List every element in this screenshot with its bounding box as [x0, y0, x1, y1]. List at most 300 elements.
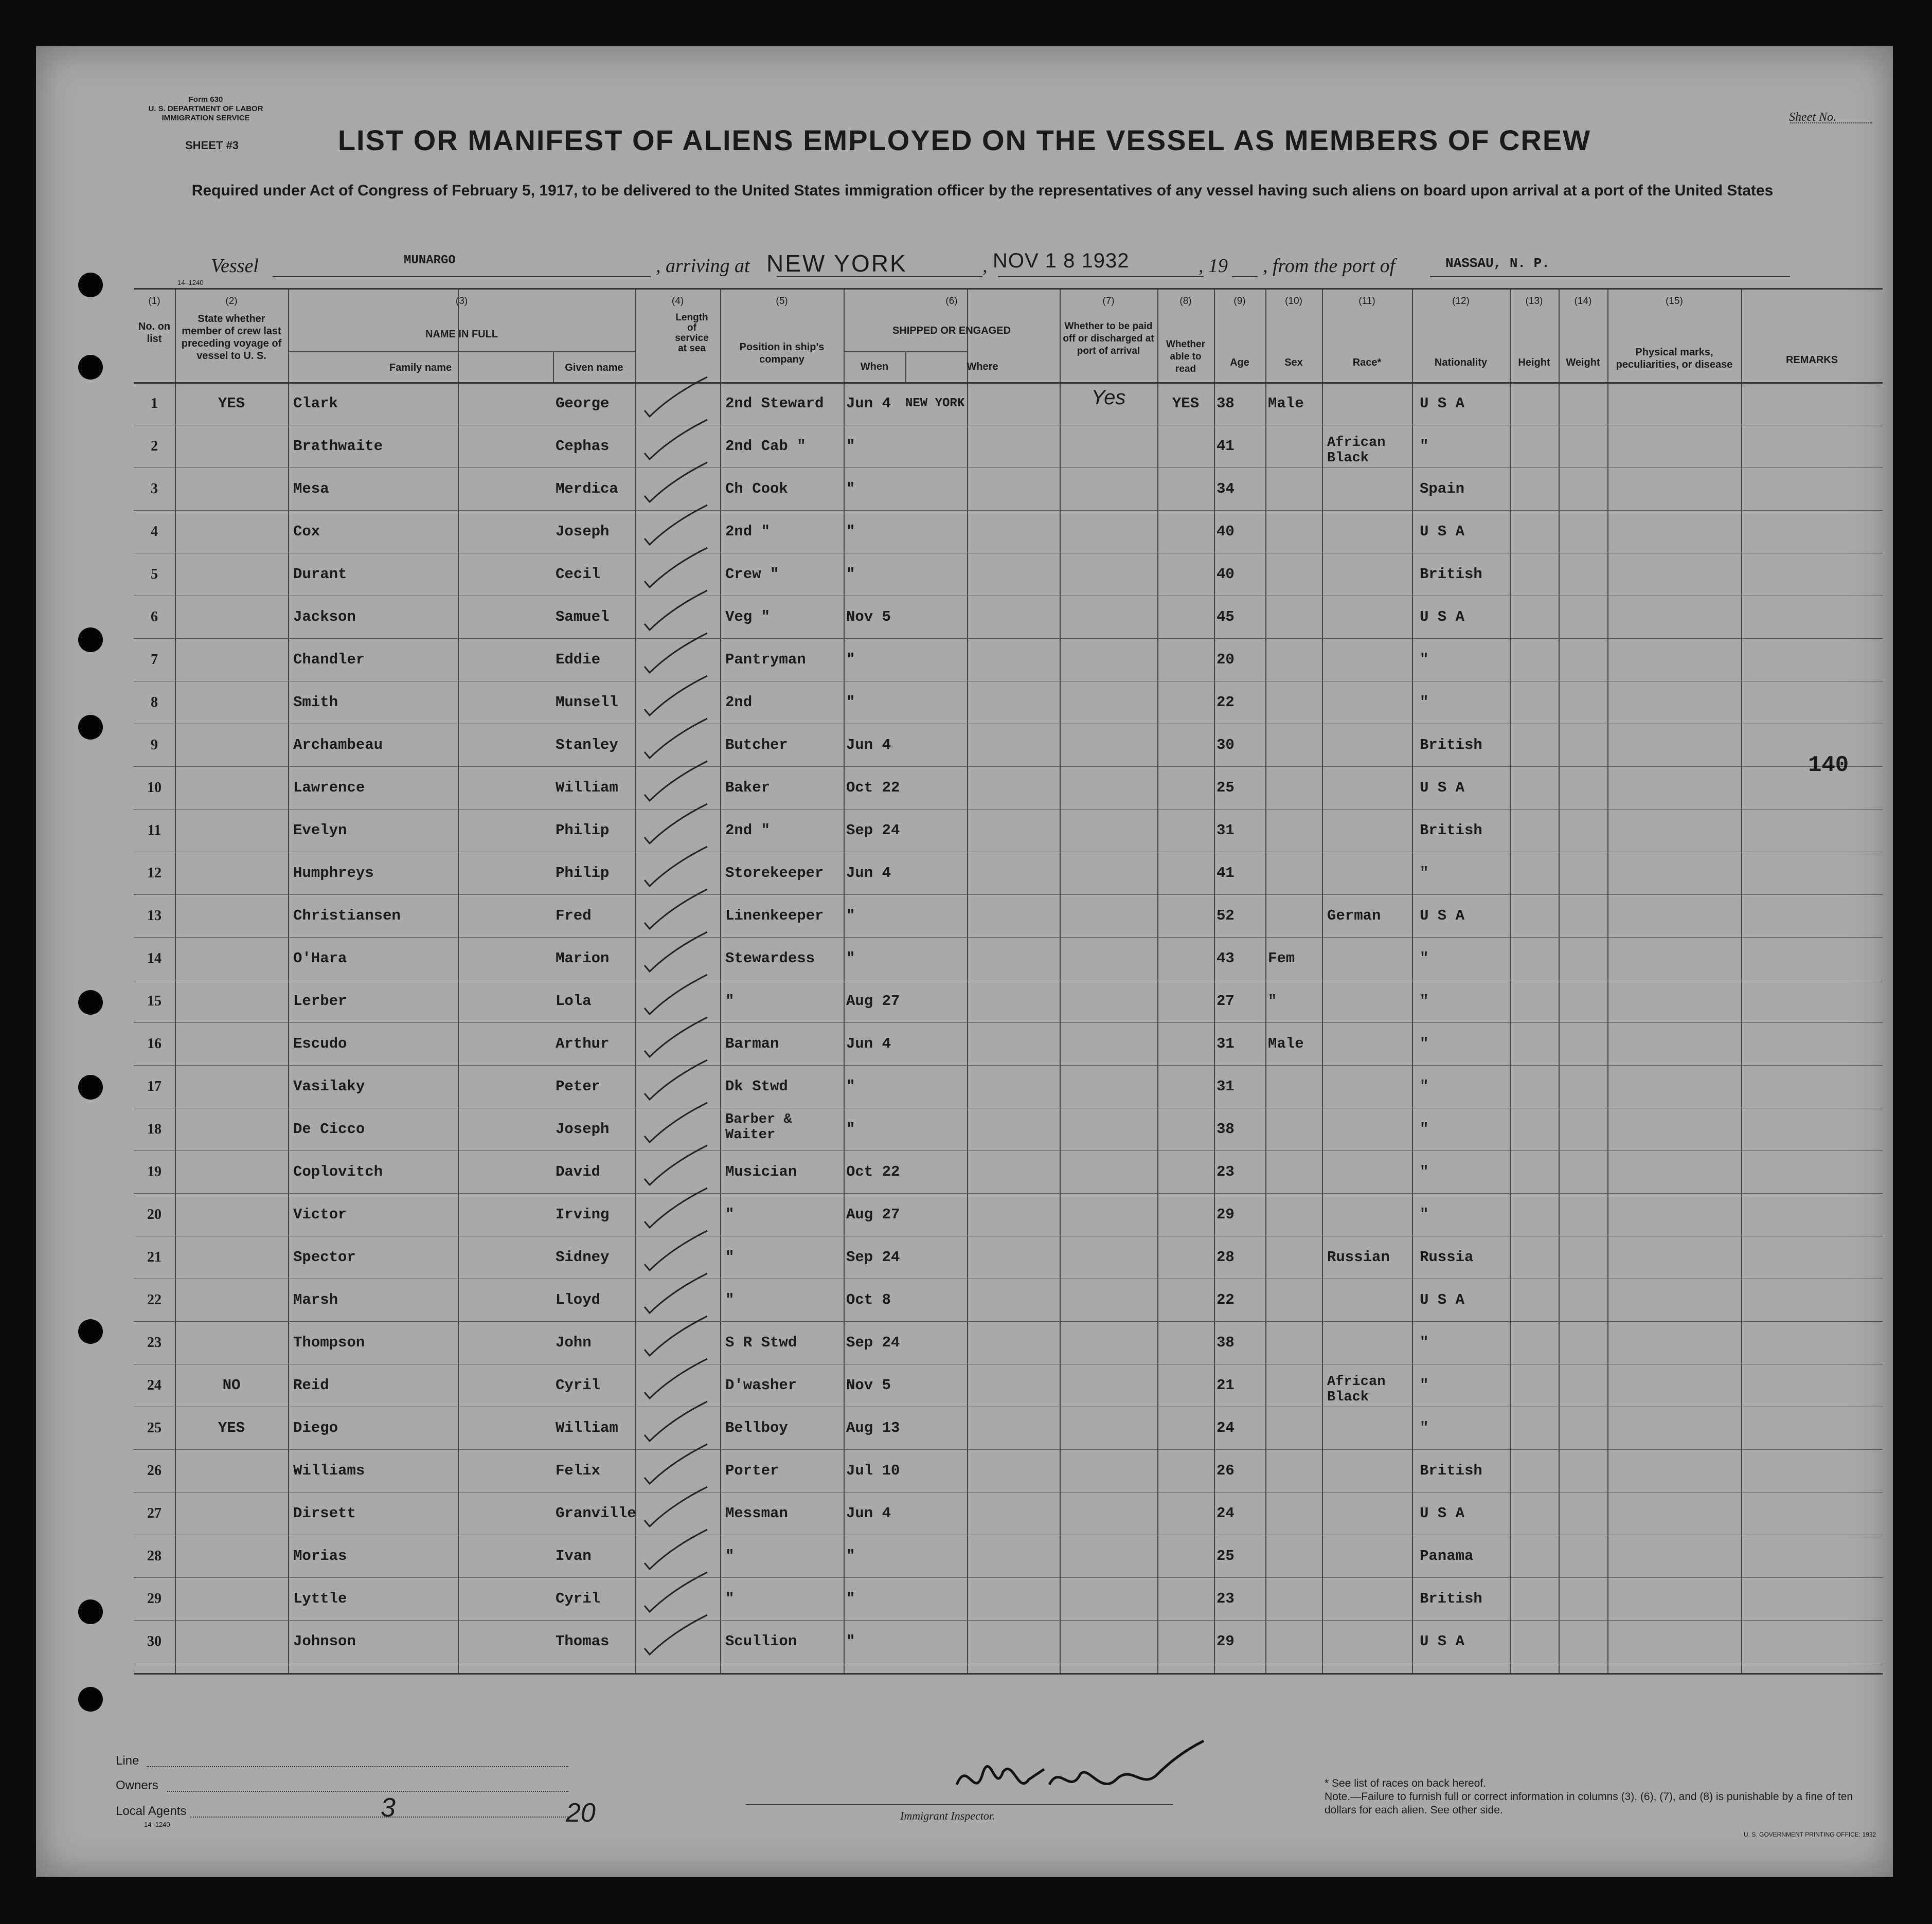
hand-note: 20 — [566, 1798, 596, 1828]
cell-given: Joseph — [556, 523, 610, 540]
cell-age: 23 — [1217, 1590, 1235, 1607]
cell-age: 38 — [1217, 395, 1235, 412]
cell-given: George — [556, 395, 610, 412]
row-rule — [134, 1577, 1883, 1578]
cell-nationality: Russia — [1420, 1249, 1474, 1266]
header-weight: Weight — [1566, 357, 1600, 368]
cell-age: 31 — [1217, 1035, 1235, 1052]
cell-given: Fred — [556, 907, 592, 924]
row-rule — [134, 937, 1883, 938]
punch-hole — [78, 990, 103, 1015]
cell-no: 19 — [147, 1164, 162, 1180]
cell-family: Durant — [293, 566, 347, 583]
col-sep — [720, 290, 721, 1673]
punch-hole — [78, 355, 103, 380]
cell-position: 2nd — [725, 694, 753, 711]
cell-age: 30 — [1217, 736, 1235, 753]
cell-age: 27 — [1217, 993, 1235, 1010]
form-number: Form 630 — [188, 95, 223, 104]
cell-when: " — [846, 1633, 855, 1650]
cell-when: " — [846, 1548, 855, 1565]
col-num: (2) — [225, 296, 238, 307]
cell-family: Brathwaite — [293, 438, 383, 455]
row-rule — [134, 766, 1883, 767]
cell-no: 25 — [147, 1420, 162, 1436]
cell-nationality: Panama — [1420, 1548, 1474, 1565]
header-physical: Physical marks, peculiarities, or disease — [1616, 347, 1733, 370]
comma-separator: , — [982, 255, 988, 277]
inspector-signature — [946, 1738, 1214, 1810]
cell-age: 34 — [1217, 480, 1235, 497]
date-blank — [998, 276, 1204, 277]
cell-no: 3 — [151, 481, 158, 497]
col-num: (3) — [455, 296, 468, 307]
cell-when: " — [846, 694, 855, 711]
cell-no: 23 — [147, 1335, 162, 1351]
check-mark-icon — [640, 1612, 712, 1659]
cell-race: German — [1327, 907, 1381, 924]
cell-family: Lerber — [293, 993, 347, 1010]
line-blank — [147, 1766, 568, 1767]
cell-position: Linenkeeper — [725, 907, 824, 924]
col-num: (15) — [1666, 296, 1683, 307]
row-rule — [134, 1620, 1883, 1621]
cell-nationality: " — [1420, 1121, 1429, 1138]
cell-position: Ch Cook — [725, 480, 788, 497]
cell-family: Thompson — [293, 1334, 365, 1351]
cell-position: Baker — [725, 779, 771, 796]
crew-table — [134, 288, 1883, 1719]
header-when: When — [860, 361, 889, 372]
check-mark-icon — [640, 1399, 712, 1445]
cell-position: Scullion — [725, 1633, 797, 1650]
col-sep — [1559, 290, 1560, 1673]
check-mark-icon — [640, 801, 712, 848]
cell-age: 24 — [1217, 1505, 1235, 1522]
cell-when: Aug 27 — [846, 1206, 900, 1223]
col-sep — [1322, 290, 1323, 1673]
cell-age: 21 — [1217, 1377, 1235, 1394]
cell-position: Stewardess — [725, 950, 815, 967]
cell-race: African Black — [1327, 435, 1386, 466]
cell-given: David — [556, 1163, 601, 1180]
cell-no: 29 — [147, 1591, 162, 1607]
cell-prev: YES — [218, 395, 245, 412]
manifest-title: LIST OR MANIFEST OF ALIENS EMPLOYED ON THE VESSEL AS MEMBERS OF CREW — [337, 124, 1591, 156]
cell-given: Joseph — [556, 1121, 610, 1138]
cell-no: 8 — [151, 694, 158, 710]
cell-when: Jun 4 — [846, 865, 891, 882]
col-sep — [1265, 290, 1266, 1673]
from-label: , from the port of — [1263, 255, 1396, 277]
punch-hole — [78, 1319, 103, 1344]
from-port: NASSAU, N. P. — [1445, 256, 1550, 271]
note-races: * See list of races on back hereof. — [1325, 1777, 1487, 1789]
col-num: (1) — [148, 296, 160, 307]
cell-age: 40 — [1217, 523, 1235, 540]
cell-age: 41 — [1217, 438, 1235, 455]
cell-no: 17 — [147, 1078, 162, 1094]
cell-when: Oct 8 — [846, 1291, 891, 1308]
signature-line — [746, 1804, 1173, 1805]
cell-nationality: " — [1420, 865, 1429, 882]
cell-given: Philip — [556, 865, 610, 882]
vessel-line — [211, 249, 1805, 285]
cell-given: Cyril — [556, 1377, 601, 1394]
cell-no: 15 — [147, 993, 162, 1009]
cell-family: Mesa — [293, 480, 329, 497]
cell-family: Humphreys — [293, 865, 374, 882]
row-rule — [134, 510, 1883, 511]
cell-position: Barman — [725, 1035, 779, 1052]
cell-when: Oct 22 — [846, 1163, 900, 1180]
header-prev-voyage: State whether member of crew last preceding voyage of vessel to U. S. — [181, 313, 282, 362]
cell-position: " — [725, 1206, 735, 1223]
col-num: (5) — [776, 296, 788, 307]
col-num: (6) — [945, 296, 958, 307]
check-mark-icon — [640, 1185, 712, 1232]
cell-no: 10 — [147, 780, 162, 796]
cell-age: 40 — [1217, 566, 1235, 583]
cell-family: Morias — [293, 1548, 347, 1565]
form-meta — [134, 95, 278, 123]
cell-position: " — [725, 1590, 735, 1607]
year-label: , 19 — [1198, 255, 1228, 277]
cell-family: Lyttle — [293, 1590, 347, 1607]
header-paid-off: Whether to be paid off or discharged at port of arrival — [1063, 321, 1154, 356]
cell-given: Cecil — [556, 566, 601, 583]
cell-family: Spector — [293, 1249, 356, 1266]
cell-given: Felix — [556, 1462, 601, 1479]
cell-prev: NO — [222, 1377, 241, 1394]
cell-position: Storekeeper — [725, 865, 824, 882]
check-mark-icon — [640, 844, 712, 890]
cell-nationality: " — [1420, 950, 1429, 967]
check-mark-icon — [640, 673, 712, 720]
check-mark-icon — [640, 588, 712, 634]
cell-read: YES — [1172, 395, 1200, 412]
cell-age: 22 — [1217, 694, 1235, 711]
agents-blank — [190, 1817, 568, 1818]
year-blank — [1232, 276, 1258, 277]
cell-family: O'Hara — [293, 950, 347, 967]
cell-family: Escudo — [293, 1035, 347, 1052]
check-mark-icon — [640, 374, 712, 421]
table-bottom-rule — [134, 1673, 1883, 1675]
cell-no: 18 — [147, 1121, 162, 1137]
cell-position: Dk Stwd — [725, 1078, 788, 1095]
cell-no: 24 — [147, 1377, 162, 1393]
cell-no: 6 — [151, 609, 158, 625]
punch-hole — [78, 715, 103, 740]
cell-given: Ivan — [556, 1548, 592, 1565]
inspector-label: Immigrant Inspector. — [900, 1809, 995, 1822]
owners-blank — [167, 1791, 568, 1792]
from-blank — [1430, 276, 1790, 277]
cell-position: 2nd " — [725, 523, 771, 540]
cell-sex: Male — [1268, 1035, 1304, 1052]
cell-no: 2 — [151, 438, 158, 454]
cell-given: Merdica — [556, 480, 618, 497]
cell-given: Cyril — [556, 1590, 601, 1607]
check-mark-icon — [640, 759, 712, 805]
cell-given: Stanley — [556, 736, 618, 753]
cell-nationality: U S A — [1420, 523, 1465, 540]
col-num: (13) — [1525, 296, 1543, 307]
cell-position: " — [725, 1291, 735, 1308]
printer-line: U. S. GOVERNMENT PRINTING OFFICE: 1932 — [1744, 1831, 1876, 1838]
cell-nationality: U S A — [1420, 779, 1465, 796]
cell-given: Granville — [556, 1505, 636, 1522]
row-rule — [134, 1150, 1883, 1151]
cell-family: Vasilaky — [293, 1078, 365, 1095]
cell-when: " — [846, 1078, 855, 1095]
check-mark-icon — [640, 887, 712, 933]
vessel-blank — [273, 276, 651, 277]
cell-when: Jun 4 — [846, 1035, 891, 1052]
cell-nationality: " — [1420, 438, 1429, 455]
agents-label: Local Agents — [116, 1804, 187, 1818]
header-name: NAME IN FULL — [425, 329, 498, 340]
row-rule — [134, 1022, 1883, 1023]
row-rule — [134, 1193, 1883, 1194]
check-mark-icon — [640, 972, 712, 1018]
cell-no: 22 — [147, 1292, 162, 1308]
cell-given: Cephas — [556, 438, 610, 455]
header-remarks: REMARKS — [1785, 354, 1838, 366]
cell-when: Jun 4 — [846, 736, 891, 753]
header-shipped: SHIPPED OR ENGAGED — [892, 325, 1011, 336]
cell-position: " — [725, 993, 735, 1010]
col-sep — [1510, 290, 1511, 1673]
remarks-number: 140 — [1808, 752, 1849, 778]
cell-when: Nov 5 — [846, 1377, 891, 1394]
col-num: (7) — [1102, 296, 1115, 307]
col-sep — [1214, 290, 1215, 1673]
line-label: Line — [116, 1754, 139, 1768]
cell-family: Dirsett — [293, 1505, 356, 1522]
cell-age: 41 — [1217, 865, 1235, 882]
cell-when: " — [846, 566, 855, 583]
check-mark-icon — [640, 1228, 712, 1274]
check-mark-icon — [640, 1314, 712, 1360]
cell-nationality: U S A — [1420, 395, 1465, 412]
cell-age: 23 — [1217, 1163, 1235, 1180]
sheet-no-label: Sheet No. — [1789, 111, 1836, 124]
arrival-date: NOV 1 8 1932 — [993, 249, 1130, 272]
cell-when: Aug 27 — [846, 993, 900, 1010]
note-fine: Note.—Failure to furnish full or correct information in columns (3), (6), (7), and (8) is punishable by a fine of ten dollars for each alien. See other side. — [1325, 1791, 1853, 1816]
row-rule — [134, 1321, 1883, 1322]
cell-age: 29 — [1217, 1206, 1235, 1223]
cell-when: " — [846, 950, 855, 967]
cell-given: William — [556, 779, 618, 796]
cell-given: Peter — [556, 1078, 601, 1095]
col-sep — [1157, 290, 1158, 1673]
cell-position: Veg " — [725, 608, 771, 625]
header-race: Race* — [1352, 357, 1382, 368]
cell-nationality: " — [1420, 1377, 1429, 1394]
header-position: Position in ship's company — [739, 341, 825, 365]
header-sex: Sex — [1284, 357, 1303, 368]
cell-position: 2nd " — [725, 822, 771, 839]
cell-given: John — [556, 1334, 592, 1351]
col-num: (4) — [671, 296, 684, 307]
col-num: (14) — [1574, 296, 1592, 307]
cell-position: Porter — [725, 1462, 779, 1479]
punch-hole — [78, 1599, 103, 1624]
cell-nationality: U S A — [1420, 907, 1465, 924]
header-where: Where — [967, 361, 998, 372]
punch-hole — [78, 1687, 103, 1712]
cell-given: Arthur — [556, 1035, 610, 1052]
owners-label: Owners — [116, 1778, 158, 1792]
cell-no: 1 — [151, 395, 158, 411]
cell-family: Clark — [293, 395, 338, 412]
col-num: (8) — [1179, 296, 1192, 307]
cell-age: 26 — [1217, 1462, 1235, 1479]
cell-position: Crew " — [725, 566, 779, 583]
arriving-label: , arriving at — [656, 255, 750, 277]
cell-family: Jackson — [293, 608, 356, 625]
cell-family: Victor — [293, 1206, 347, 1223]
cell-nationality: " — [1420, 1334, 1429, 1351]
cell-age: 29 — [1217, 1633, 1235, 1650]
row-rule — [134, 1492, 1883, 1493]
cell-position: 2nd Steward — [725, 395, 824, 412]
cell-when: Oct 22 — [846, 779, 900, 796]
cell-age: 20 — [1217, 651, 1235, 668]
check-mark-icon — [640, 545, 712, 591]
cell-family: Archambeau — [293, 736, 383, 753]
cell-position: Musician — [725, 1163, 797, 1180]
cell-when: Sep 24 — [846, 822, 900, 839]
cell-given: Sidney — [556, 1249, 610, 1266]
cell-when: Sep 24 — [846, 1334, 900, 1351]
cell-age: 28 — [1217, 1249, 1235, 1266]
cell-family: Evelyn — [293, 822, 347, 839]
cell-family: Christiansen — [293, 907, 401, 924]
cell-when: " — [846, 480, 855, 497]
punch-hole — [78, 627, 103, 652]
cell-given: Lola — [556, 993, 592, 1010]
cell-where: NEW YORK — [905, 397, 965, 410]
header-service: Length of service at sea — [675, 312, 709, 354]
col-sep — [1412, 290, 1413, 1673]
cell-family: Smith — [293, 694, 338, 711]
row-rule — [134, 809, 1883, 810]
manifest-subtitle: Required under Act of Congress of February 5, 1917, to be delivered to the United States immigration officer by the representatives of any vessel having such aliens on board upon arrival at a port of the United States — [191, 182, 1774, 199]
cell-family: Cox — [293, 523, 320, 540]
cell-age: 24 — [1217, 1419, 1235, 1436]
row-rule — [134, 1449, 1883, 1450]
cell-age: 25 — [1217, 779, 1235, 796]
cell-when: " — [846, 907, 855, 924]
cell-no: 21 — [147, 1249, 162, 1265]
cell-nationality: British — [1420, 822, 1482, 839]
cell-no: 14 — [147, 950, 162, 966]
cell-position: Messman — [725, 1505, 788, 1522]
cell-nationality: " — [1420, 1163, 1429, 1180]
cell-nationality: " — [1420, 1419, 1429, 1436]
check-mark-icon — [640, 1015, 712, 1061]
col-sep — [1607, 290, 1608, 1673]
col-sep — [967, 290, 968, 1673]
cell-when: " — [846, 1590, 855, 1607]
cell-paid: Yes — [1091, 386, 1126, 409]
cell-given: Thomas — [556, 1633, 610, 1650]
cell-when: Sep 24 — [846, 1249, 900, 1266]
cell-family: Williams — [293, 1462, 365, 1479]
cell-family: Coplovitch — [293, 1163, 383, 1180]
vessel-name: MUNARGO — [404, 254, 456, 267]
punch-hole — [78, 273, 103, 297]
cell-when: Aug 13 — [846, 1419, 900, 1436]
cell-nationality: British — [1420, 1462, 1482, 1479]
header-rule — [134, 382, 1883, 384]
col-sep — [635, 290, 636, 1673]
check-mark-icon — [640, 1100, 712, 1146]
cell-position: Barber & Waiter — [725, 1112, 792, 1143]
cell-no: 11 — [147, 822, 162, 838]
cell-age: 31 — [1217, 1078, 1235, 1095]
col-num: (10) — [1285, 296, 1302, 307]
row-rule — [134, 467, 1883, 468]
cell-sex: " — [1268, 993, 1277, 1010]
cell-nationality: British — [1420, 1590, 1482, 1607]
cell-nationality: " — [1420, 1206, 1429, 1223]
cell-age: 45 — [1217, 608, 1235, 625]
cell-nationality: British — [1420, 566, 1482, 583]
row-rule — [134, 638, 1883, 639]
cell-family: Chandler — [293, 651, 365, 668]
row-rule — [134, 1065, 1883, 1066]
check-mark-icon — [640, 1484, 712, 1531]
col-sep — [1060, 290, 1061, 1673]
check-mark-icon — [640, 1143, 712, 1189]
check-mark-icon — [640, 1442, 712, 1488]
cell-nationality: " — [1420, 694, 1429, 711]
form-service: IMMIGRATION SERVICE — [162, 114, 250, 122]
cell-age: 38 — [1217, 1334, 1235, 1351]
cell-sex: Male — [1268, 395, 1304, 412]
footer-code: 14–1240 — [144, 1821, 170, 1828]
cell-no: 26 — [147, 1463, 162, 1479]
cell-position: 2nd Cab " — [725, 438, 806, 455]
cell-when: Jun 4 — [846, 1505, 891, 1522]
col-num: (11) — [1358, 296, 1375, 307]
cell-nationality: " — [1420, 1035, 1429, 1052]
cell-when: " — [846, 438, 855, 455]
cell-age: 52 — [1217, 907, 1235, 924]
cell-age: 43 — [1217, 950, 1235, 967]
cell-given: Marion — [556, 950, 610, 967]
col-sep — [1741, 290, 1742, 1673]
cell-no: 5 — [151, 566, 158, 582]
cell-sex: Fem — [1268, 950, 1295, 967]
check-mark-icon — [640, 460, 712, 506]
cell-given: William — [556, 1419, 618, 1436]
cell-given: Eddie — [556, 651, 601, 668]
cell-race: Russian — [1327, 1249, 1390, 1266]
cell-nationality: British — [1420, 736, 1482, 753]
cell-no: 30 — [147, 1633, 162, 1649]
cell-given: Irving — [556, 1206, 610, 1223]
cell-nationality: U S A — [1420, 1505, 1465, 1522]
cell-when: Jul 10 — [846, 1462, 900, 1479]
check-mark-icon — [640, 929, 712, 976]
cell-nationality: U S A — [1420, 608, 1465, 625]
